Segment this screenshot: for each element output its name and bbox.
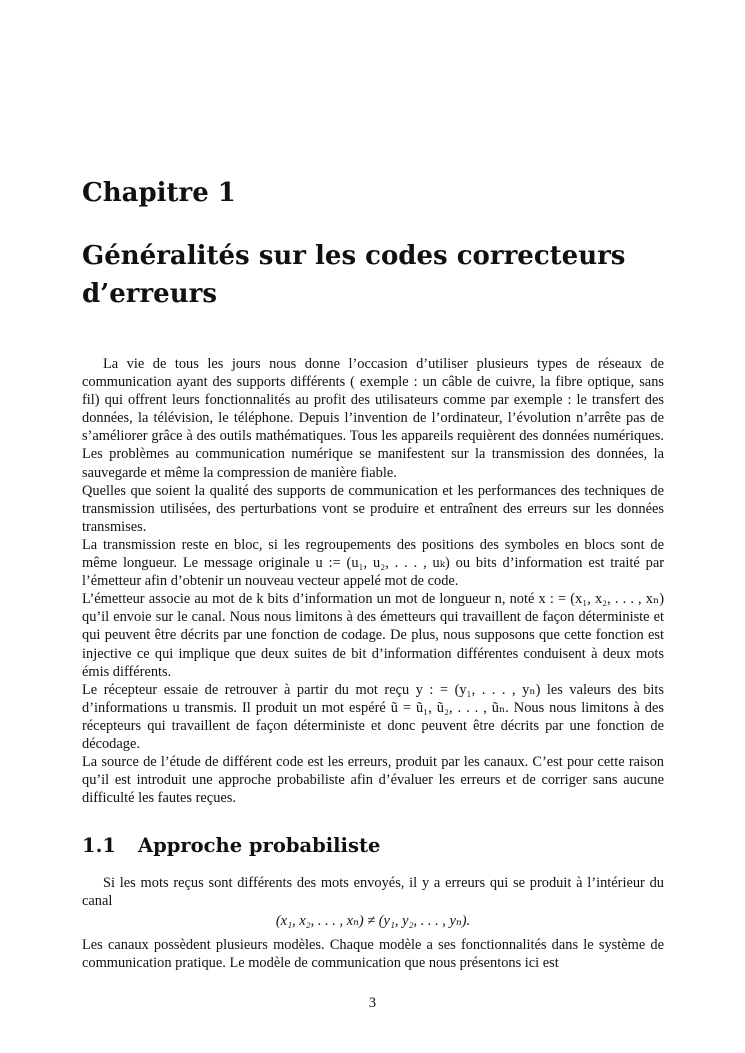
paragraph: L’émetteur associe au mot de k bits d’information un mot de longueur n, noté x : = (x₁, x₂, . . . , xₙ) qu’il envoie sur le canal. Nous nous limitons à des émetteurs qui travaillent de façon déterministe et qui peuvent être décrits par une fonction de codage. De plus, nous supposons que cette fonction est injective ce qui implique que deux suites de bit d’information différentes conduisent à deux mots émis différents. [82, 591, 664, 680]
chapter-title: Généralités sur les codes correcteurs d’erreurs [82, 241, 626, 309]
paragraph: Le récepteur essaie de retrouver à partir du mot reçu y : = (y₁, . . . , yₙ) les valeurs des bits d’informations u transmis. Il produit un mot espéré ũ = ũ₁, ũ₂, . . . , ũₙ. Nous nous limitons à des récepteurs qui travaillent de façon déterministe et donc peuvent être décrits par une fonction de décodage. [82, 681, 664, 752]
chapter-label: Chapitre 1 [82, 178, 236, 208]
paragraph: Si les mots reçus sont différents des mots envoyés, il y a erreurs qui se produit à l’intérieur du canal [82, 875, 664, 910]
equation: (x₁, x₂, . . . , xₙ) ≠ (y₁, y₂, . . . , yₙ). [275, 913, 471, 930]
section-title: Approche probabiliste [138, 834, 381, 857]
paragraph: Les canaux possèdent plusieurs modèles. Chaque modèle a ses fonctionnalités dans le système de communication pratique. Le modèle de communication que nous présentons ici est [82, 937, 664, 972]
section-heading [82, 833, 380, 859]
intro-text [82, 355, 664, 807]
paragraph: La transmission reste en bloc, si les regroupements des positions des symboles en blocs sont de même longueur. Le message originale u := (u₁, u₂, . . . , uₖ) ou bits d’information est traité par l’émetteur afin d’obtenir un nouveau vecteur appelé mot de code. [82, 536, 664, 590]
section-number: 1.1 [82, 834, 116, 857]
section-text [82, 874, 664, 972]
paragraph: La vie de tous les jours nous donne l’occasion d’utiliser plusieurs types de réseaux de communication ayant des supports différents ( exemple : un câble de cuivre, la fibre optique, sans fil) qui offrent leurs fonctionnalités au profit des utilisateurs comme par exemple : le transfert des données, la télévision, le téléphone. Depuis l’invention de l’ordinateur, l’évolution n’arrête pas de s’améliorer grâce à des outils mathématiques. Tous les appareils requièrent des données numériques. Les problèmes au communication numérique se manifestent sur la transmission des données, la sauvegarde et même la compression de manière fiable. [82, 356, 664, 481]
paragraph: La source de l’étude de différent code est les erreurs, produit par les canaux. C’est pour cette raison qu’il est introduit une approche probabiliste afin d’évaluer les erreurs et de corriger sans aucune difficulté les fautes reçues. [82, 754, 664, 807]
paragraph: Quelles que soient la qualité des supports de communication et les performances des techniques de transmission utilisées, des perturbations vont se produire et entraînent des erreurs sur les données transmises. [82, 482, 664, 535]
page-number: 3 [368, 995, 377, 1011]
